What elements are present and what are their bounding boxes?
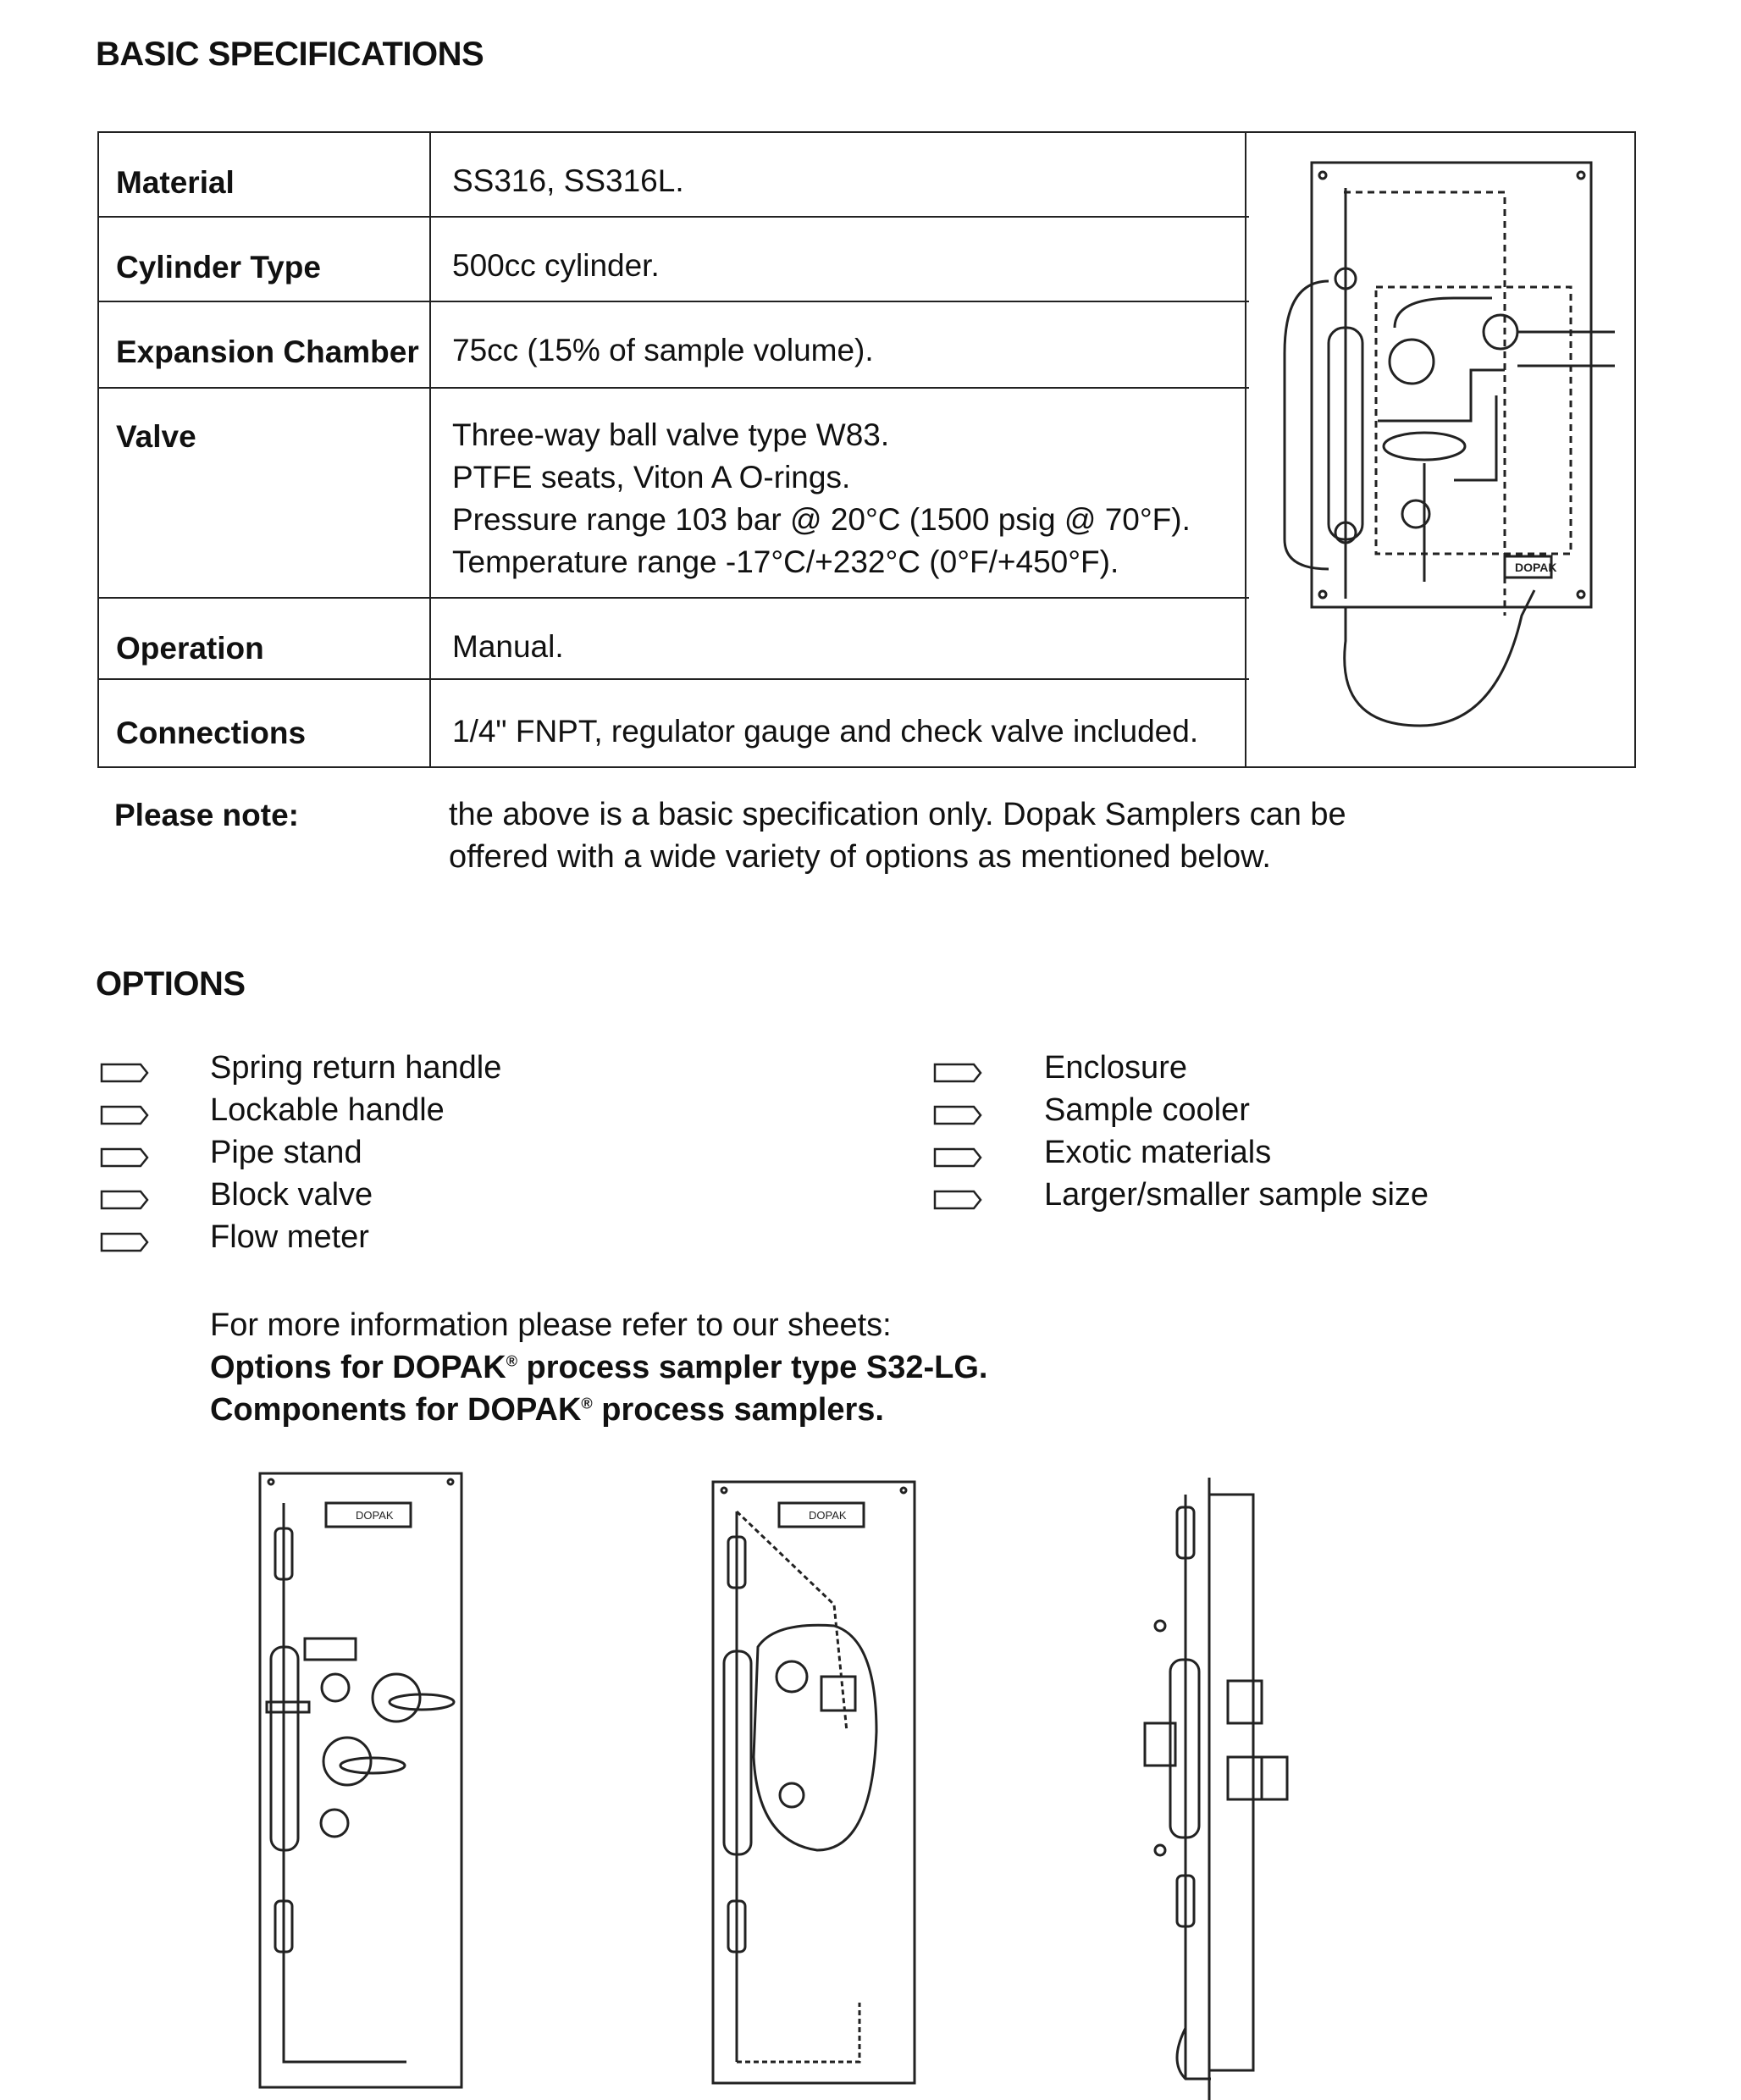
option-item: Spring return handle [210, 1050, 502, 1086]
spec-value-connections: 1/4" FNPT, regulator gauge and check valve included. [452, 714, 1199, 749]
spec-label-material: Material [116, 165, 235, 200]
option-item: Block valve [210, 1177, 373, 1213]
option-item: Pipe stand [210, 1135, 362, 1170]
note-label: Please note: [114, 798, 299, 832]
option-item: Lockable handle [210, 1092, 445, 1128]
tag-bullet-icon [933, 1190, 982, 1210]
tag-bullet-icon [100, 1190, 149, 1210]
tag-bullet-icon [933, 1147, 982, 1168]
tag-bullet-icon [100, 1063, 149, 1083]
svg-text:DOPAK: DOPAK [356, 1509, 394, 1522]
spec-label-valve: Valve [116, 419, 196, 454]
tag-bullet-icon [100, 1232, 149, 1252]
svg-text:DOPAK: DOPAK [809, 1509, 847, 1522]
tag-bullet-icon [100, 1105, 149, 1125]
spec-label-expansion-chamber: Expansion Chamber [116, 334, 419, 369]
svg-text:DOPAK: DOPAK [1515, 561, 1557, 574]
sampler-panel-drawing [1251, 141, 1632, 751]
option-item: Flow meter [210, 1219, 369, 1255]
tag-bullet-icon [933, 1063, 982, 1083]
spec-value-valve-line4: Temperature range -17°C/+232°C (0°F/+450°F). [452, 544, 1119, 579]
spec-table [97, 131, 1636, 768]
spec-value-material: SS316, SS316L. [452, 163, 684, 198]
note-line1: the above is a basic specification only. Dopak Samplers can be [449, 797, 1346, 832]
sampler-drawing-enclosure [707, 1478, 927, 2096]
spec-label-cylinder-type: Cylinder Type [116, 250, 321, 285]
sampler-drawing-handles [254, 1469, 474, 2096]
options-heading: OPTIONS [96, 965, 246, 1003]
info-intro: For more information please refer to our sheets: [210, 1307, 892, 1343]
sampler-drawing-side-view [1135, 1478, 1321, 2100]
spec-label-operation: Operation [116, 631, 264, 666]
spec-value-valve-line1: Three-way ball valve type W83. [452, 417, 890, 452]
note-line2: offered with a wide variety of options as mentioned below. [449, 839, 1271, 875]
spec-value-operation: Manual. [452, 629, 564, 664]
tag-bullet-icon [100, 1147, 149, 1168]
spec-value-cylinder-type: 500cc cylinder. [452, 248, 660, 283]
spec-value-valve-line2: PTFE seats, Viton A O-rings. [452, 460, 851, 495]
tag-bullet-icon [933, 1105, 982, 1125]
spec-value-expansion-chamber: 75cc (15% of sample volume). [452, 333, 874, 368]
spec-value-valve-line3: Pressure range 103 bar @ 20°C (1500 psig @ 70°F). [452, 502, 1191, 537]
spec-label-connections: Connections [116, 716, 307, 750]
option-item: Sample cooler [1044, 1092, 1250, 1128]
option-item: Enclosure [1044, 1050, 1187, 1086]
info-sheet-components: Components for DOPAK® process samplers. [210, 1392, 884, 1428]
specs-heading: BASIC SPECIFICATIONS [96, 36, 484, 73]
info-sheet-options: Options for DOPAK® process sampler type S32-LG. [210, 1350, 988, 1385]
option-item: Exotic materials [1044, 1135, 1272, 1170]
option-item: Larger/smaller sample size [1044, 1177, 1429, 1213]
